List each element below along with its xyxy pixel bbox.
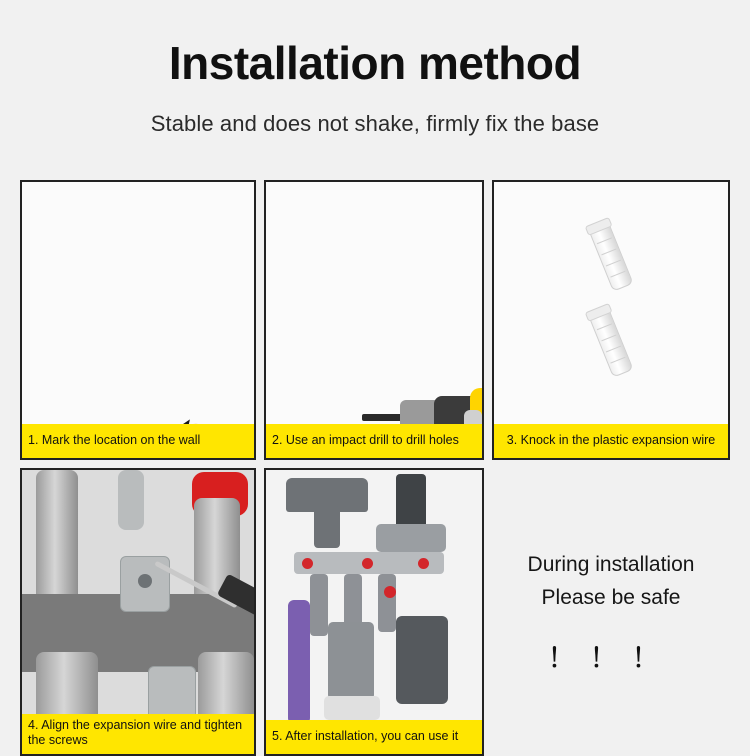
screw-head-icon bbox=[138, 574, 152, 588]
step-4-caption: 4. Align the expansion wire and tighten the screws bbox=[22, 714, 254, 754]
wall-surface-icon bbox=[494, 182, 728, 424]
safety-line-2: Please be safe bbox=[541, 585, 681, 609]
step-card-5 bbox=[264, 468, 484, 756]
mini-motor-head-icon bbox=[328, 622, 374, 700]
step-5-caption: 5. After installation, you can use it bbox=[266, 720, 482, 754]
step-1-illustration bbox=[22, 182, 254, 424]
vacuum-tube-icon bbox=[198, 652, 254, 720]
dust-brush-icon bbox=[376, 524, 446, 552]
vacuum-tube-icon bbox=[36, 652, 98, 720]
page-title: Installation method bbox=[168, 37, 582, 89]
safety-exclamation-marks: ！！！ bbox=[547, 643, 674, 674]
nozzle-icon bbox=[310, 574, 328, 636]
step-4-illustration bbox=[22, 470, 254, 720]
step-1-caption: 1. Mark the location on the wall bbox=[22, 424, 254, 458]
safety-line-1: During installation bbox=[527, 552, 695, 576]
round-brush-icon bbox=[396, 616, 448, 704]
step-card-4 bbox=[20, 468, 256, 756]
nozzle-red-dot-icon bbox=[384, 586, 396, 598]
step-3-illustration bbox=[494, 182, 728, 424]
steps-row-1 bbox=[0, 180, 750, 460]
step-card-2 bbox=[264, 180, 484, 460]
step-2-caption: 2. Use an impact drill to drill holes bbox=[266, 424, 482, 458]
mounting-bracket-icon bbox=[148, 666, 196, 720]
step-2-illustration bbox=[266, 182, 482, 424]
rack-red-dot-icon bbox=[362, 558, 373, 569]
step-card-3 bbox=[492, 180, 730, 460]
brush-bristles-icon bbox=[324, 696, 380, 720]
step-3-caption: 3. Knock in the plastic expansion wire bbox=[494, 424, 728, 458]
purple-wand-icon bbox=[288, 600, 310, 720]
wall-surface-icon bbox=[266, 182, 482, 424]
wall-surface-icon bbox=[22, 182, 254, 424]
brush-head-icon bbox=[396, 474, 426, 528]
steps-row-2 bbox=[0, 468, 750, 756]
rack-red-dot-icon bbox=[418, 558, 429, 569]
vacuum-tube-icon bbox=[118, 470, 144, 530]
steps-grid bbox=[0, 180, 750, 756]
rack-red-dot-icon bbox=[302, 558, 313, 569]
page-subtitle: Stable and does not shake, firmly fix the base bbox=[150, 110, 600, 136]
safety-note bbox=[492, 468, 730, 756]
nozzle-icon bbox=[314, 506, 340, 548]
drill-trigger-icon bbox=[464, 410, 482, 424]
step-card-1 bbox=[20, 180, 256, 460]
step-5-illustration bbox=[266, 470, 482, 720]
nozzle-icon bbox=[378, 574, 396, 632]
